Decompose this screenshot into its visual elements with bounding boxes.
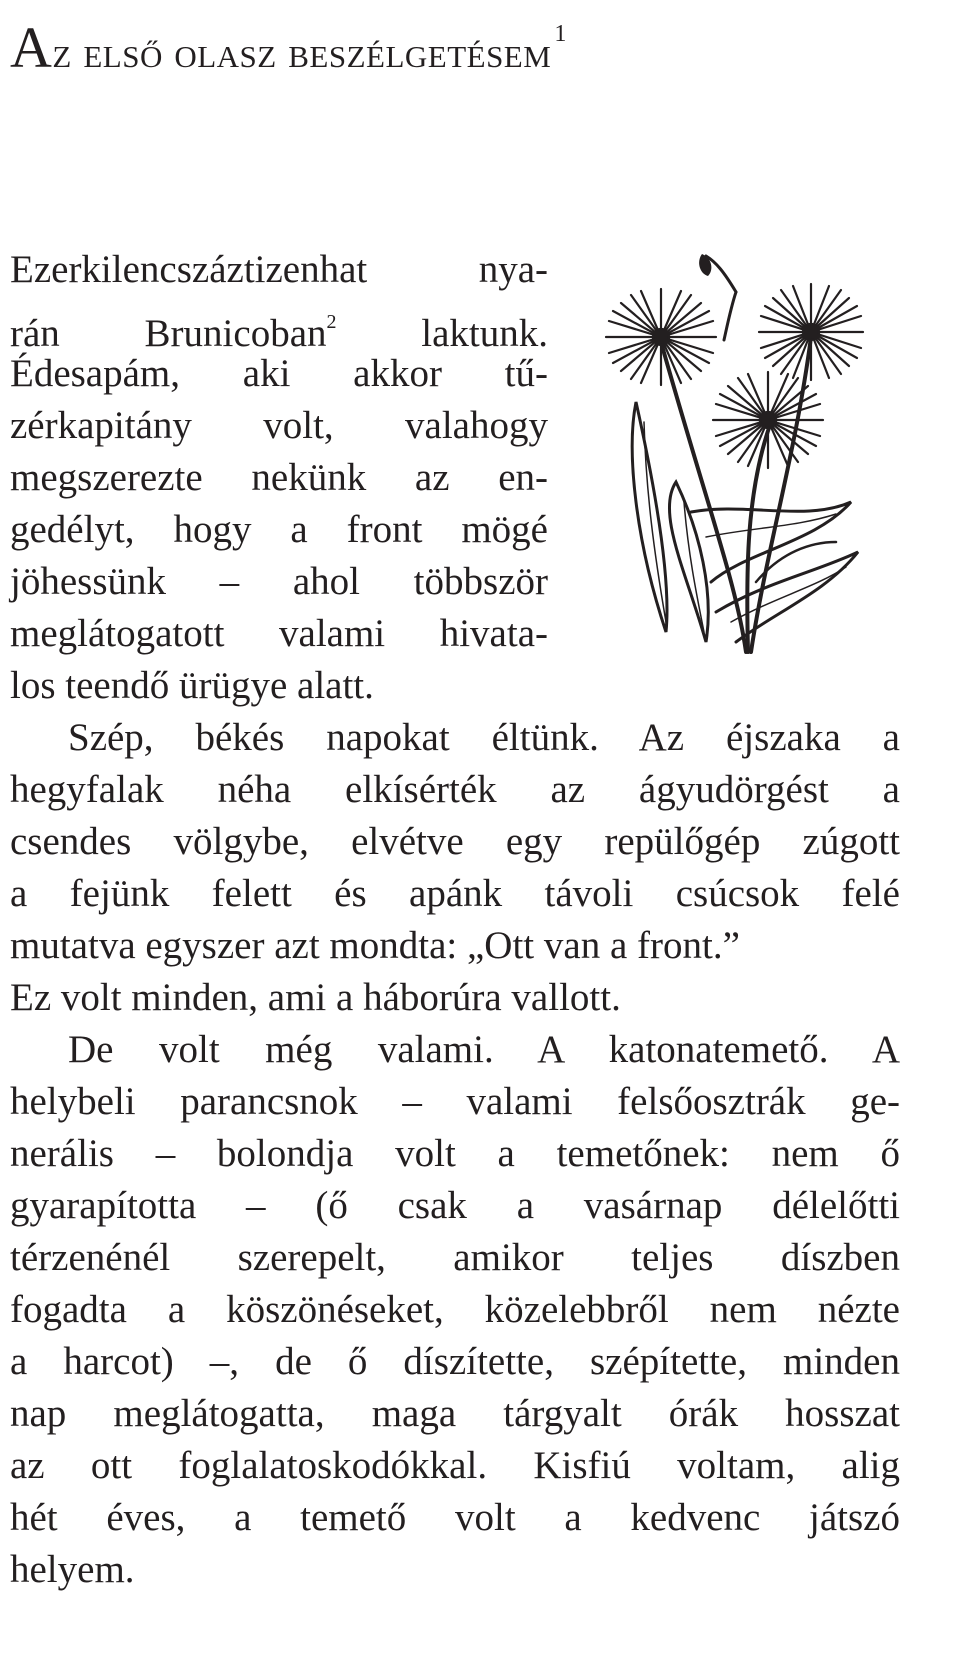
text-line: térzenénél szerepelt, amikor teljes díszben — [10, 1236, 900, 1279]
text-line: zérkapitány volt, valahogy — [10, 404, 548, 447]
chapter-title — [10, 4, 567, 83]
title-footnote-mark: 1 — [554, 21, 567, 47]
text-line: csendes völgybe, elvétve egy repülőgép zúgott — [10, 820, 900, 863]
text-line: gedélyt, hogy a front mögé — [10, 508, 548, 551]
text-line: hegyfalak néha elkísérték az ágyudörgést a — [10, 768, 900, 811]
text-line: Ezerkilencszáztizenhat nya- — [10, 248, 548, 291]
text-line: nap meglátogatta, maga tárgyalt órák hosszat — [10, 1392, 900, 1435]
text-line: los teendő ürügye alatt. — [10, 664, 374, 707]
text-line: Szép, békés napokat éltünk. Az éjszaka a — [68, 716, 900, 759]
text-line: meglátogatott valami hivata- — [10, 612, 548, 655]
text-line: helyem. — [10, 1548, 135, 1591]
text-line: a fejünk felett és apánk távoli csúcsok felé — [10, 872, 900, 915]
text-line: mutatva egyszer azt mondta: „Ott van a front.” — [10, 924, 740, 967]
text-line: fogadta a köszönéseket, közelebbről nem nézte — [10, 1288, 900, 1331]
text-line: Ez volt minden, ami a háborúra vallott. — [10, 976, 621, 1019]
text-line: a harcot) –, de ő díszítette, szépítette, minden — [10, 1340, 900, 1383]
text-line: jöhessünk – ahol többször — [10, 560, 548, 603]
text-line: gyarapította – (ő csak a vasárnap délelőtti — [10, 1184, 900, 1227]
title-rest: z első olasz beszélgetésem — [52, 28, 552, 77]
text-line: helybeli parancsnok – valami felsőosztrák ge- — [10, 1080, 900, 1123]
text-fragment: rán Brunicoban — [10, 312, 327, 355]
footnote-mark: 2 — [326, 311, 337, 333]
text-line: az ott foglalatoskodókkal. Kisfiú voltam, alig — [10, 1444, 900, 1487]
flower-illustration-icon — [596, 252, 866, 660]
text-line: hét éves, a temető volt a kedvenc játszó — [10, 1496, 900, 1539]
text-fragment: laktunk. — [421, 312, 548, 355]
text-line: De volt még valami. A katonatemető. A — [68, 1028, 900, 1071]
text-line: Édesapám, aki akkor tű- — [10, 352, 548, 395]
text-line: nerális – bolondja volt a temetőnek: nem ő — [10, 1132, 900, 1175]
text-line: megszerezte nekünk az en- — [10, 456, 548, 499]
title-initial: A — [10, 15, 53, 80]
